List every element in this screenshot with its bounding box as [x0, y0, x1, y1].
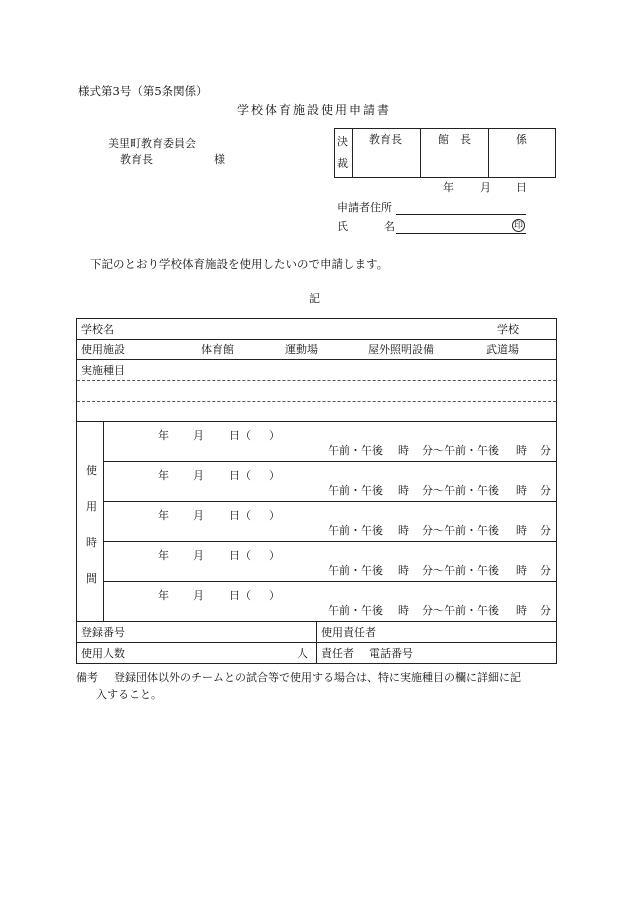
row-ampm-start: 午前・午後	[328, 484, 383, 497]
row-min-to: 分～午前・午後	[422, 564, 499, 577]
responsible-label: 使用責任者	[321, 626, 376, 639]
row-ampm-start: 午前・午後	[328, 524, 383, 537]
row-paren-close: ）	[269, 509, 280, 522]
applicant-name-label-1: 氏	[337, 220, 348, 233]
kessai-char-2: 裁	[337, 157, 348, 170]
intro-text: 下記のとおり学校体育施設を使用したいので申請します。	[90, 257, 389, 271]
row-hour-end: 時	[516, 484, 527, 497]
row-min-end: 分	[540, 444, 551, 457]
row-min-to: 分～午前・午後	[422, 604, 499, 617]
row-paren-close: ）	[269, 429, 280, 442]
row-day: 日（	[229, 549, 251, 562]
row-hour-end: 時	[516, 564, 527, 577]
row-hour-end: 時	[516, 604, 527, 617]
row-day: 日（	[229, 589, 251, 602]
facility-label: 使用施設	[81, 343, 125, 356]
row-min-to: 分～午前・午後	[422, 484, 499, 497]
facility-field[interactable]: 運動場	[285, 343, 318, 356]
approval-col-superintendent: 教育長	[369, 133, 402, 146]
usage-time-char-2: 用	[86, 500, 97, 513]
row-year: 年	[158, 509, 169, 522]
date-month: 月	[480, 181, 491, 194]
row-day: 日（	[229, 509, 251, 522]
school-suffix: 学校	[497, 323, 519, 336]
row-year: 年	[158, 469, 169, 482]
row-min-end: 分	[540, 604, 551, 617]
people-unit: 人	[297, 647, 308, 660]
row-hour-end: 時	[516, 524, 527, 537]
row-min-to: 分～午前・午後	[422, 524, 499, 537]
row-hour-end: 時	[516, 444, 527, 457]
row-year: 年	[158, 549, 169, 562]
row-day: 日（	[229, 469, 251, 482]
usage-time-char-3: 時	[86, 536, 97, 549]
form-number: 様式第3号（第5条関係）	[78, 84, 208, 98]
applicant-name-field[interactable]	[396, 233, 526, 234]
facility-gym[interactable]: 体育館	[201, 343, 234, 356]
row-hour-start: 時	[398, 444, 409, 457]
approval-col-director: 館 長	[438, 133, 471, 146]
row-month: 月	[193, 549, 204, 562]
people-label: 使用人数	[81, 647, 125, 660]
date-day: 日	[516, 181, 527, 194]
row-min-to: 分～午前・午後	[422, 444, 499, 457]
row-paren-close: ）	[269, 589, 280, 602]
row-hour-start: 時	[398, 604, 409, 617]
row-year: 年	[158, 429, 169, 442]
row-min-end: 分	[540, 564, 551, 577]
note-line-1: 登録団体以外のチームとの試合等で使用する場合は、特に実施種目の欄に詳細に記	[114, 671, 521, 684]
row-month: 月	[193, 429, 204, 442]
seal-mark: 印	[513, 221, 523, 231]
kessai-char-1: 決	[337, 135, 348, 148]
usage-time-char-4: 間	[86, 572, 97, 585]
reg-no-label: 登録番号	[81, 626, 125, 639]
manager-label: 責任者	[321, 647, 354, 660]
applicant-address-field[interactable]	[396, 214, 526, 215]
row-min-end: 分	[540, 484, 551, 497]
usage-time-char-1: 使	[86, 464, 97, 477]
row-ampm-start: 午前・午後	[328, 564, 383, 577]
applicant-name-label-2: 名	[384, 220, 395, 233]
date-year: 年	[443, 181, 454, 194]
note-label: 備考	[76, 671, 98, 684]
row-paren-close: ）	[269, 549, 280, 562]
row-hour-start: 時	[398, 484, 409, 497]
row-paren-close: ）	[269, 469, 280, 482]
phone-label: 電話番号	[369, 647, 413, 660]
addressee-honorific: 様	[214, 153, 225, 166]
school-name-label: 学校名	[81, 323, 114, 336]
event-label: 実施種目	[81, 364, 125, 377]
row-min-end: 分	[540, 524, 551, 537]
row-ampm-start: 午前・午後	[328, 604, 383, 617]
row-month: 月	[193, 469, 204, 482]
row-year: 年	[158, 589, 169, 602]
row-hour-start: 時	[398, 524, 409, 537]
facility-lighting[interactable]: 屋外照明設備	[368, 343, 434, 356]
row-month: 月	[193, 509, 204, 522]
ki-heading: 記	[309, 292, 320, 305]
row-day: 日（	[229, 429, 251, 442]
facility-dojo[interactable]: 武道場	[486, 343, 519, 356]
row-month: 月	[193, 589, 204, 602]
note-line-2: 入すること。	[96, 688, 162, 701]
addressee-title: 教育長	[120, 153, 153, 166]
applicant-address-label: 申請者住所	[337, 201, 392, 214]
document-title: 学校体育施設使用申請書	[237, 103, 392, 117]
row-hour-start: 時	[398, 564, 409, 577]
row-ampm-start: 午前・午後	[328, 444, 383, 457]
approval-col-staff: 係	[516, 133, 527, 146]
addressee-org: 美里町教育委員会	[108, 137, 196, 150]
